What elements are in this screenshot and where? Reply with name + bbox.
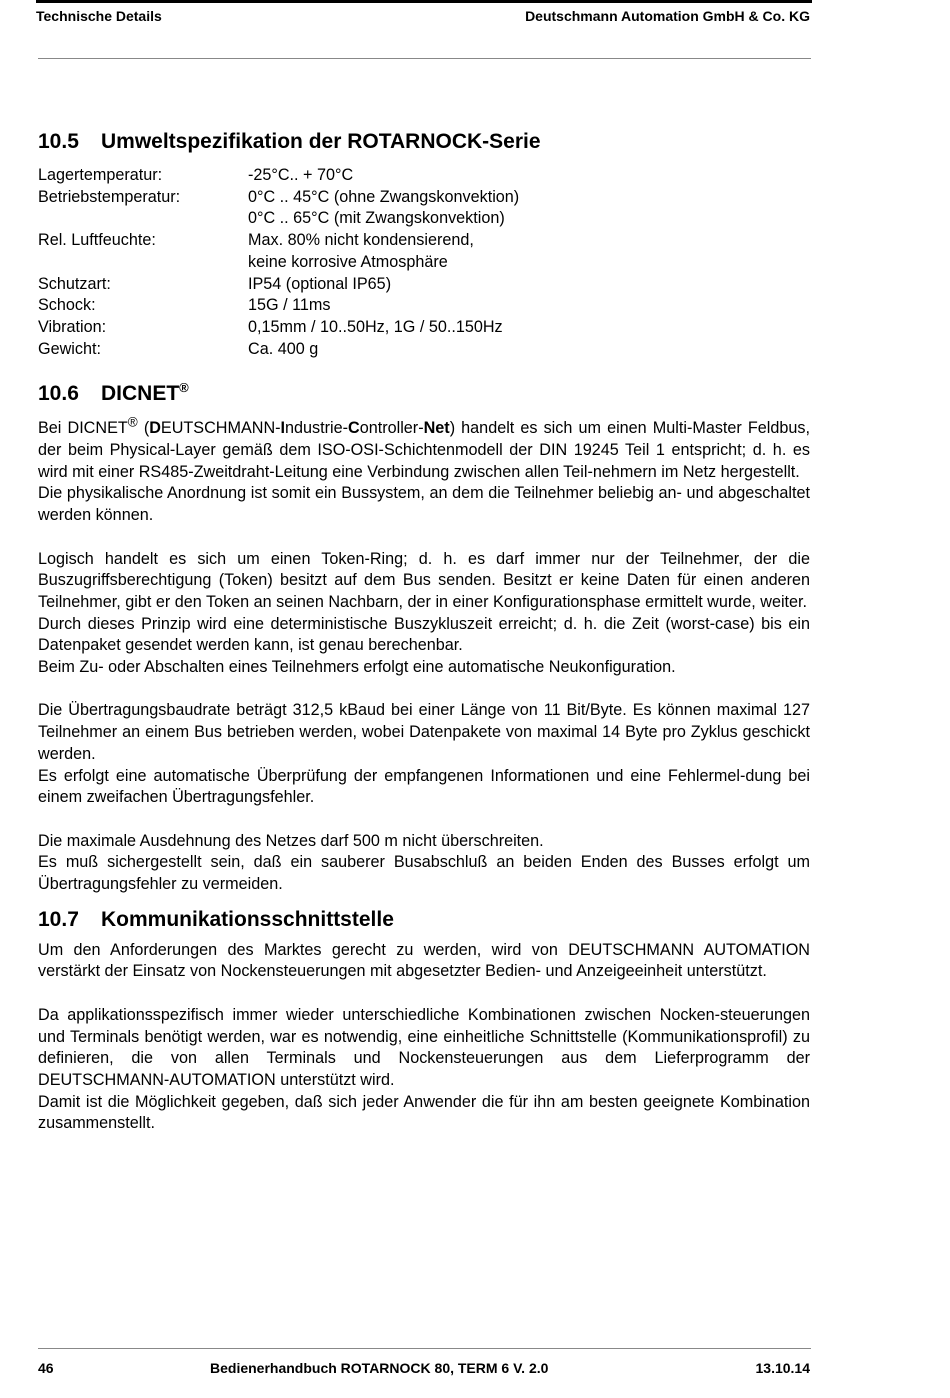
section-heading-10-6	[38, 380, 810, 408]
section-number: 10.5	[38, 130, 79, 153]
footer-date: 13.10.14	[755, 1360, 810, 1376]
paragraph: Die physikalische Anordnung ist somit ein Bussystem, an dem die Teilnehmer beliebig an- und abgeschaltet werden können.	[38, 484, 810, 525]
page-content	[38, 128, 810, 1135]
paragraph: Um den Anforderungen des Marktes gerecht zu werden, wird von DEUTSCHMANN AUTOMATION verstärkt der Einsatz von Nockensteuerungen mit abgesetzter Bedien- und Anzeigeeinheit unterstützt.	[38, 940, 810, 981]
paragraph: Die maximale Ausdehnung des Netzes darf 500 m nicht überschreiten.	[38, 831, 544, 850]
paragraph: Beim Zu- oder Abschalten eines Teilnehmers erfolgt eine automatische Neukonfiguration.	[38, 658, 676, 677]
section-number: 10.6	[38, 382, 79, 406]
header-top-rule	[36, 0, 812, 3]
section-title: DICNET	[101, 382, 180, 406]
bold-letter: D	[149, 419, 161, 438]
footer-divider	[38, 1348, 811, 1349]
paragraph-spacer	[38, 679, 810, 701]
paragraph-spacer	[38, 983, 810, 1005]
spec-value: keine korrosive Atmosphäre	[248, 252, 448, 271]
spec-label: Vibration:	[38, 317, 107, 336]
spec-label: Schock:	[38, 296, 96, 315]
spec-label: Betriebstemperatur:	[38, 187, 181, 206]
registered-mark: ®	[179, 380, 189, 396]
paragraph: Durch dieses Prinzip wird eine deterministische Buszykluszeit erreicht; d. h. die Zeit (worst-case) bis ein Datenpaket gesendet werden kann, ist genau berechenbar.	[38, 614, 810, 655]
spec-value: 0°C .. 65°C (mit Zwangskonvektion)	[248, 209, 505, 228]
footer-manual-title: Bedienerhandbuch ROTARNOCK 80, TERM 6 V. 2.0	[210, 1360, 549, 1376]
spec-value: 15G / 11ms	[248, 296, 331, 315]
text-run: ontroller-	[359, 419, 424, 438]
text-run: (	[137, 419, 150, 438]
spec-label: Schutzart:	[38, 274, 111, 293]
section-title: Kommunikationsschnittstelle	[101, 907, 394, 931]
spec-label: Lagertemperatur:	[38, 166, 163, 184]
section-heading-10-7	[38, 906, 810, 934]
interface-section-body	[38, 940, 810, 1135]
paragraph	[38, 414, 810, 483]
spec-row	[38, 274, 810, 296]
text-run: ) handelt es sich um einen Multi-Master Feldbus, der beim Physical-Layer gemäß dem ISO-OSI-Schichtenmodell der DIN 19245 Teil 1 entspricht; d. h. es wird mit einer RS485-Zweitdraht-Leitung eine Verbindung zwischen allen Teil-nehmern im Netz hergestellt.	[38, 419, 810, 481]
section-heading-10-5	[38, 128, 810, 156]
header-section-label: Technische Details	[36, 8, 162, 24]
paragraph: Da applikationsspezifisch immer wieder unterschiedliche Kombinationen zwischen Nocken-steuerungen und Terminals benötigt werden, war es notwendig, eine einheitliche Schnittstelle (Kommunikationsprofil) zu definieren, die von allen Terminals und Nockensteuerungen aus dem Lieferprogramm der DEUTSCHMANN-AUTOMATION unterstützt wird.	[38, 1005, 810, 1089]
spec-value: -25°C.. + 70°C	[248, 166, 354, 184]
spec-label: Gewicht:	[38, 339, 101, 358]
bold-letter: C	[348, 419, 360, 438]
spec-row	[38, 339, 810, 361]
bold-letter: Net	[423, 419, 450, 438]
paragraph-spacer	[38, 527, 810, 549]
spec-row	[38, 230, 810, 273]
dicnet-section-body	[38, 414, 810, 895]
registered-mark: ®	[127, 414, 138, 430]
spec-value: Ca. 400 g	[248, 339, 319, 358]
section-number: 10.7	[38, 907, 79, 931]
bold-letter: I	[280, 419, 286, 438]
text-run: EUTSCHMANN-	[160, 419, 281, 438]
spec-row	[38, 295, 810, 317]
paragraph: Die Übertragungsbaudrate beträgt 312,5 kBaud bei einer Länge von 11 Bit/Byte. Es können maximal 127 Teilnehmer an einem Bus betrieben werden, wobei Datenpakete von maximal 14 Byte pro Zyklus geschickt werden.	[38, 701, 810, 763]
spec-row	[38, 165, 810, 187]
paragraph-spacer	[38, 809, 810, 831]
section-title: Umweltspezifikation der ROTARNOCK-Serie	[101, 130, 541, 153]
header-divider	[38, 58, 811, 59]
spec-row	[38, 187, 810, 230]
header-company-name: Deutschmann Automation GmbH & Co. KG	[525, 8, 810, 24]
environment-spec-list	[38, 165, 810, 360]
spec-value: IP54 (optional IP65)	[248, 274, 392, 293]
text-run: ndustrie-	[285, 419, 349, 438]
page-number: 46	[38, 1360, 54, 1376]
spec-row	[38, 317, 810, 339]
paragraph: Es erfolgt eine automatische Überprüfung der empfangenen Informationen und eine Fehlermel-dung bei einem zweifachen Übertragungsfehler.	[38, 766, 810, 807]
spec-value: Max. 80% nicht kondensierend,	[248, 231, 474, 250]
paragraph: Logisch handelt es sich um einen Token-Ring; d. h. es darf immer nur der Teilnehmer, der die Buszugriffsberechtigung (Token) besitzt auf dem Bus senden. Besitzt er keine Daten für einen anderen Teilnehmer, gibt er den Token an seinen Nachbarn, der in einer Konfigurationsphase ermittelt wurde, weiter.	[38, 549, 810, 611]
spec-value: 0°C .. 45°C (ohne Zwangskonvektion)	[248, 187, 520, 206]
spec-value: 0,15mm / 10..50Hz, 1G / 50..150Hz	[248, 317, 503, 336]
paragraph: Damit ist die Möglichkeit gegeben, daß sich jeder Anwender die für ihn am besten geeignete Kombination zusammenstellt.	[38, 1092, 810, 1133]
paragraph: Es muß sichergestellt sein, daß ein sauberer Busabschluß an beiden Enden des Busses erfolgt um Übertragungsfehler zu vermeiden.	[38, 853, 810, 894]
text-run: Bei DICNET	[38, 419, 128, 438]
spec-label: Rel. Luftfeuchte:	[38, 231, 156, 250]
